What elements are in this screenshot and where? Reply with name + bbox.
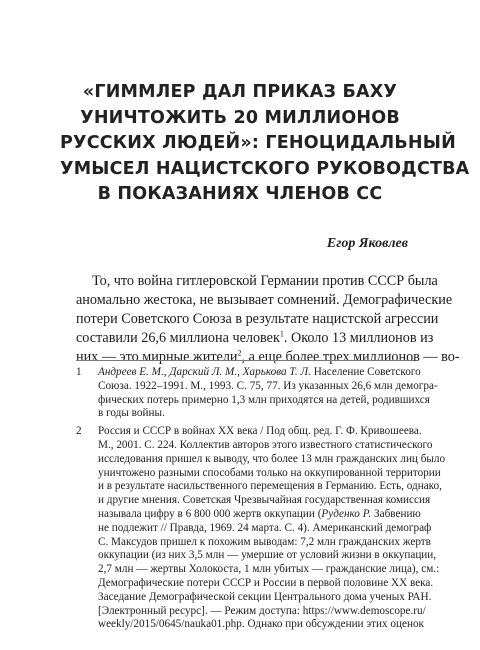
footnote-1 [76,366,438,421]
footnote-line: Россия и СССР в войнах XX века / Под общ. ред. Г. Ф. Кривошеева. [98,425,422,438]
body-line: То, что война гитлеровской Германии против СССР была [92,273,438,289]
footnotes [76,366,446,636]
chapter-title-line: РУССКИХ ЛЮДЕЙ»: ГЕНОЦИДАЛЬНЫЙ [60,133,456,153]
body-text-run: них — это мирные жители [76,349,238,365]
footnote-line: Союза. 1922–1991. М., 1993. С. 75, 77. Из указанных 26,6 млн демогра- [98,379,438,392]
footnote-author: Руденко Р. [321,507,372,520]
body-paragraph [76,272,460,367]
body-text-run: . Около 13 миллионов из [283,330,434,346]
footnote-line: Заседание Демографической секции Центрального дома ученых РАН. [98,590,432,603]
chapter-title-line: УМЫСЕЛ НАЦИСТСКОГО РУКОВОДСТВА [60,158,470,179]
footnote-line: в годы войны. [98,407,165,420]
footnote-authors: Андреев Е. М., Дарский Л. М., Харькова Т. Л. [98,366,311,378]
footnote-line: и другие мнения. Советская Чрезвычайная государственная комиссия [98,494,431,507]
chapter-title-line: В ПОКАЗАНИЯХ ЧЛЕНОВ СС [97,184,383,204]
footnote-line [98,507,421,522]
footnote-ref-1[interactable]: 1 [279,329,284,339]
footnote-text-run: Население Советского [310,366,421,378]
footnote-separator [76,360,414,361]
chapter-title-line: «ГИММЛЕР ДАЛ ПРИКАЗ БАХУ [82,82,398,102]
body-line [76,348,460,367]
body-text-run: , а еще более трех миллионов — во- [241,349,460,365]
footnote-2 [76,425,446,632]
body-text-run: составили 26,6 миллиона человек [76,330,280,346]
footnote-line [98,366,421,380]
body-line [76,329,434,348]
footnote-line: weekly/2015/0645/nauka01.php. Однако при обсуждении этих оценок [98,618,424,631]
author-name: Егор Яковлев [326,236,408,251]
footnote-line: исследования пришел к выводу, что более 13 млн гражданских лиц было [98,452,446,465]
footnote-line: М., 2001. С. 224. Коллектив авторов этого известного статистического [98,438,433,451]
footnote-line: С. Максудов пришел к похожим выводам: 7,2 млн гражданских жертв [98,535,431,548]
chapter-title-line: УНИЧТОЖИТЬ 20 МИЛЛИОНОВ [80,107,400,128]
footnote-line: [Электронный ресурс]. — Режим доступа: https://www.demoscope.ru/ [98,604,426,617]
body-line: аномально жестока, не вызывает сомнений. Демографические [76,292,453,308]
footnote-line: уничтожено разными способами только на оккупированной территории [98,466,441,479]
footnote-ref-2[interactable]: 2 [237,348,242,358]
footnote-line: и в результате насильственного перемещения в Германию. Есть, однако, [98,480,442,493]
body-line: потери Советского Союза в результате нацистской агрессии [76,311,439,327]
footnote-number: 2 [76,425,82,438]
footnote-line: фических потерь примерно 1,3 млн приходятся на детей, родившихся [98,393,430,406]
chapter-title [60,80,470,208]
footnote-number: 1 [76,366,82,378]
footnote-text-run: Забвению [371,507,421,520]
footnote-line: не подлежит // Правда, 1969. 24 марта. С. 4). Американский демограф [98,521,432,534]
footnote-line: Демографические потери СССР и России в первой половине XX века. [98,576,434,589]
footnote-line: 2,7 млн — жертвы Холокоста, 1 млн убитых — гражданские лица), см.: [98,563,440,576]
footnote-line: оккупации (из них 3,5 млн — умершие от условий жизни в оккупации, [98,549,437,562]
footnote-text-run: называла цифру в 6 800 000 жертв оккупации ( [98,507,322,520]
